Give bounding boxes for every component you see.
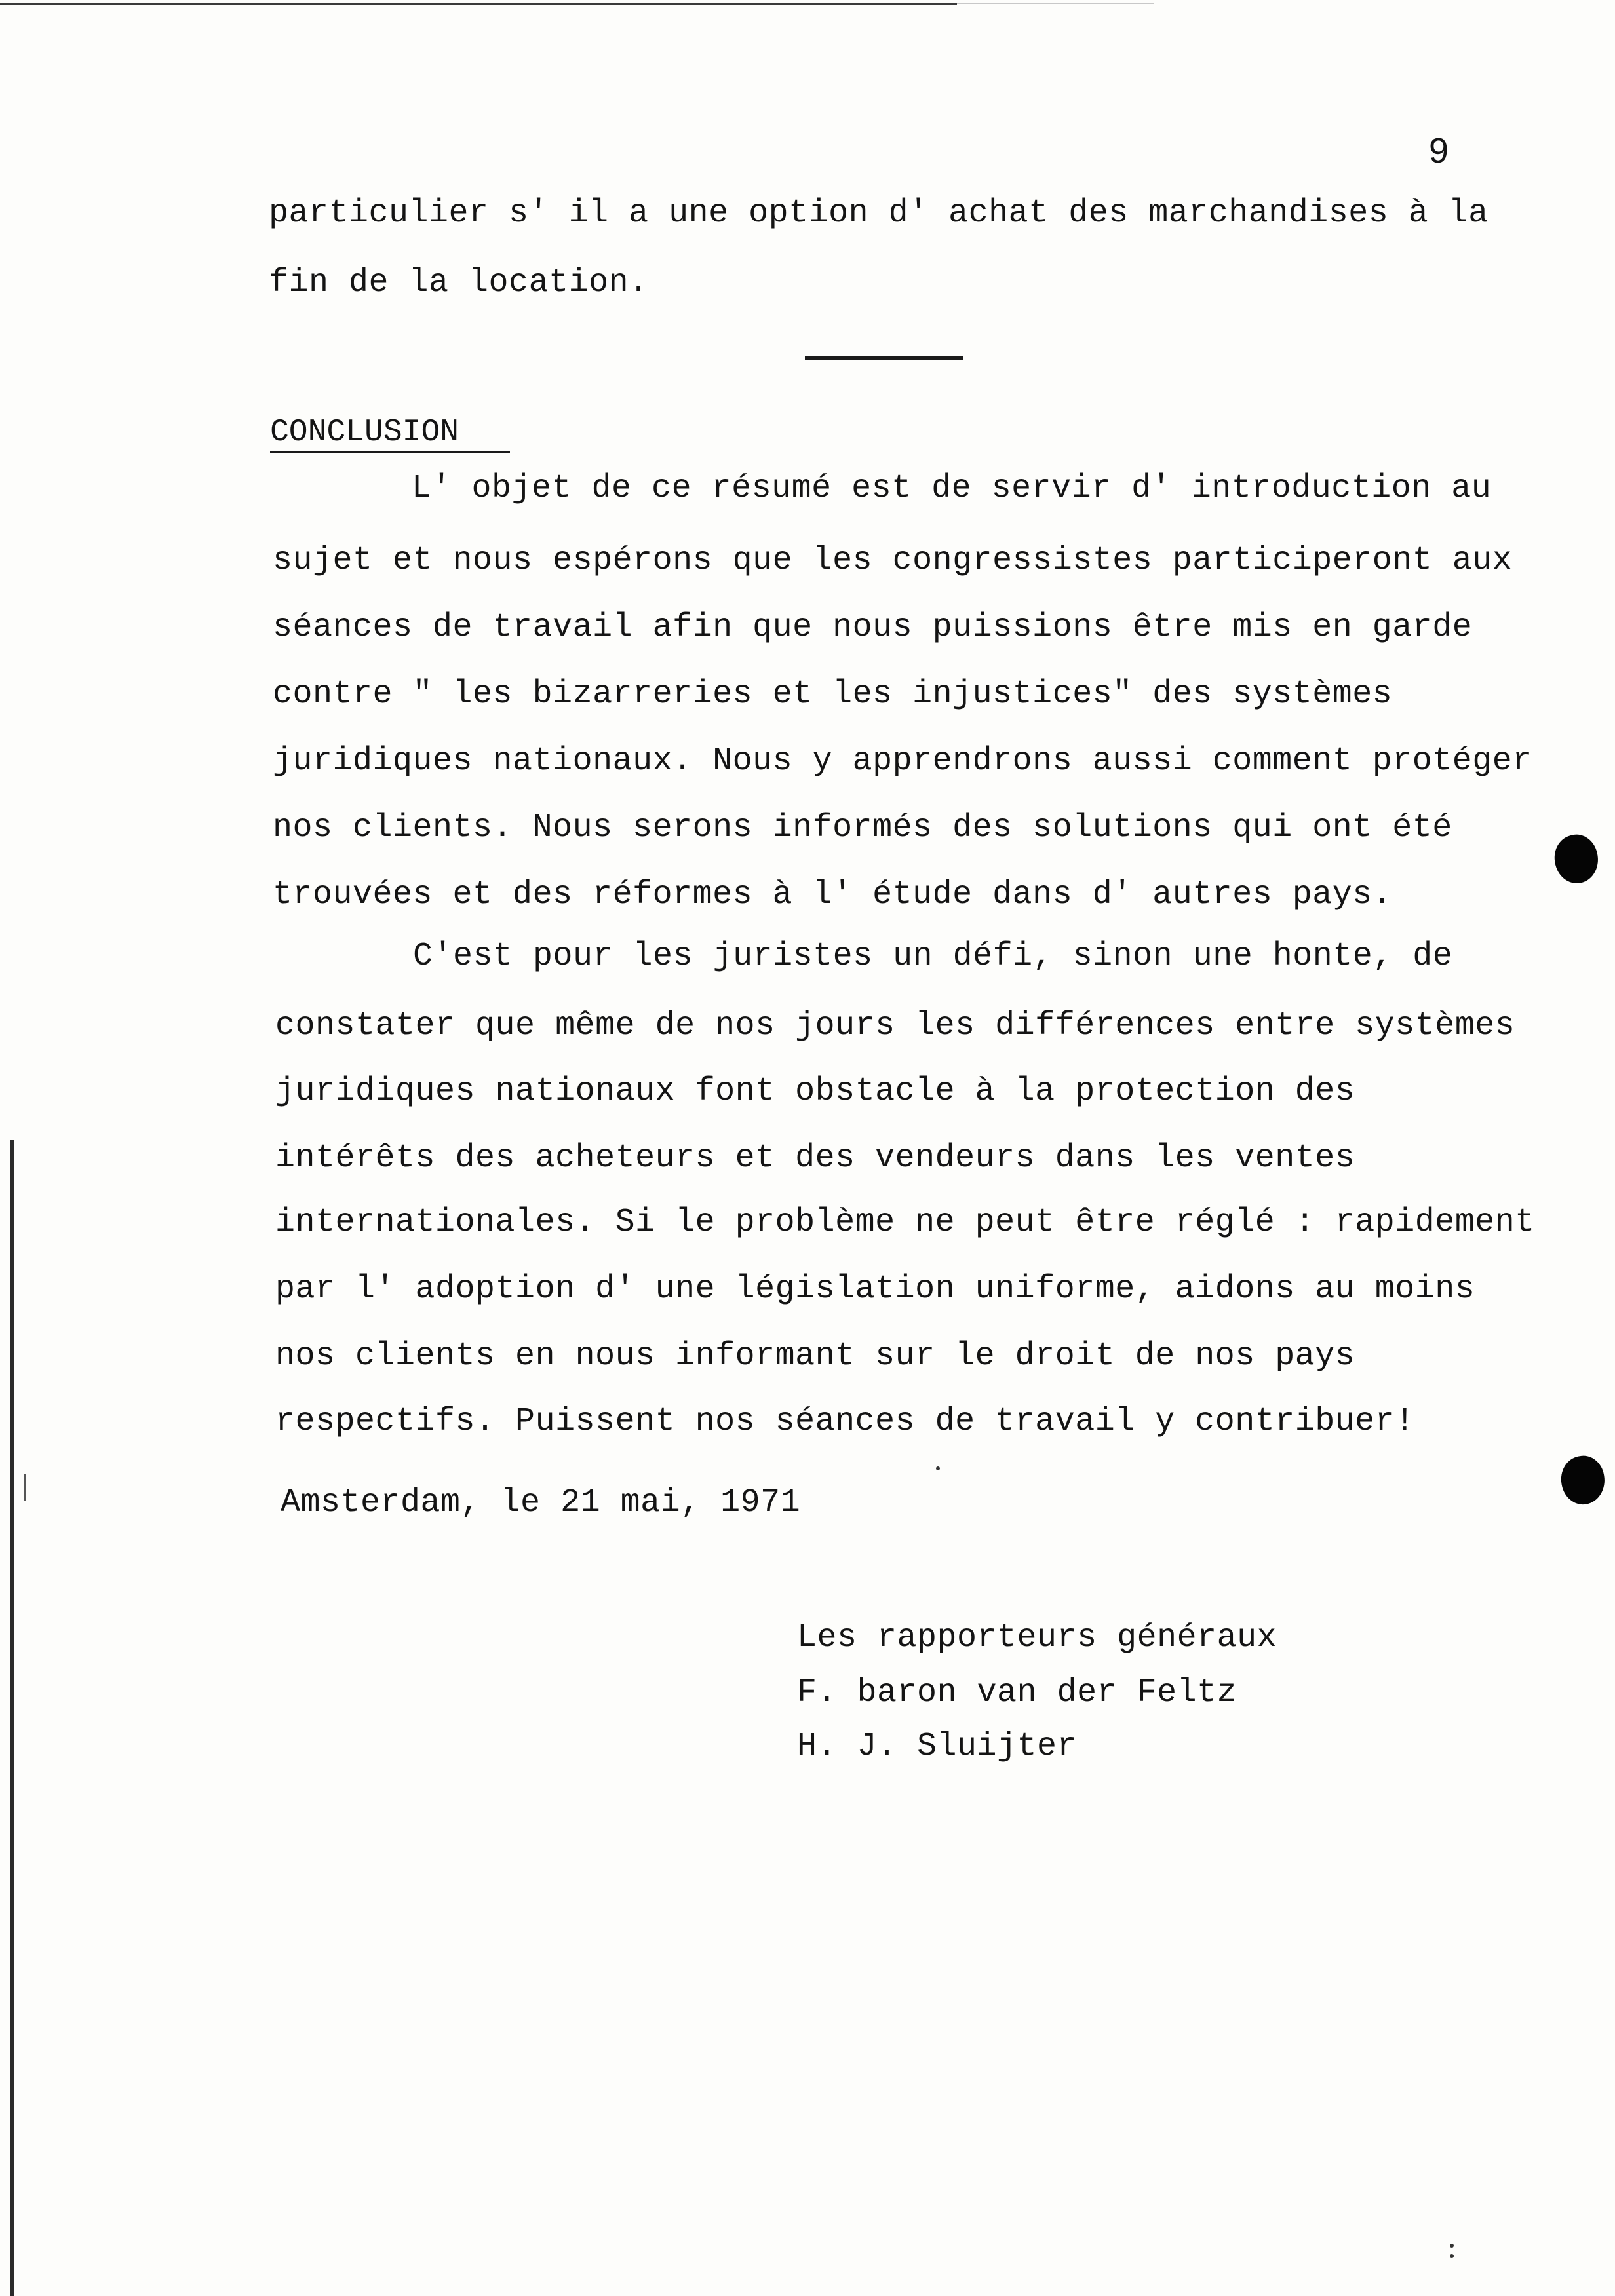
paragraph-2-line: respectifs. Puissent nos séances de travail y contribuer! xyxy=(275,1403,1415,1440)
top-scan-rule xyxy=(0,3,957,5)
punch-hole-mark xyxy=(1557,1453,1608,1508)
paragraph-1-line: sujet et nous espérons que les congressistes participeront aux xyxy=(273,542,1513,579)
scan-speck xyxy=(1450,2254,1454,2258)
heading-underline xyxy=(270,451,510,453)
paragraph-1-line: L' objet de ce résumé est de servir d' introduction au xyxy=(412,470,1492,507)
paragraph-2-line: internationales. Si le problème ne peut être réglé : rapidement xyxy=(275,1204,1535,1241)
scan-speck xyxy=(936,1466,940,1470)
signature-line: H. J. Sluijter xyxy=(797,1728,1078,1765)
paragraph-1-line: juridiques nationaux. Nous y apprendrons aussi comment protéger xyxy=(273,742,1532,780)
signature-line: F. baron van der Feltz xyxy=(797,1674,1237,1712)
section-heading: CONCLUSION xyxy=(270,415,459,450)
place-and-date: Amsterdam, le 21 mai, 1971 xyxy=(281,1484,801,1521)
page-number: 9 xyxy=(1429,131,1449,170)
left-scan-mark xyxy=(24,1474,26,1501)
punch-hole-mark xyxy=(1549,830,1603,888)
paragraph-1-line: contre " les bizarreries et les injustices" des systèmes xyxy=(273,676,1393,713)
intro-line: particulier s' il a une option d' achat des marchandises à la xyxy=(269,195,1489,232)
left-scan-edge xyxy=(10,1140,14,2296)
paragraph-2-line: intérêts des acheteurs et des vendeurs dans les ventes xyxy=(275,1139,1355,1177)
scan-speck xyxy=(1450,2244,1454,2248)
paragraph-2-line: juridiques nationaux font obstacle à la protection des xyxy=(275,1073,1355,1110)
paragraph-2-line: nos clients en nous informant sur le droit de nos pays xyxy=(275,1337,1355,1375)
paragraph-2-line: par l' adoption d' une législation uniforme, aidons au moins xyxy=(275,1271,1475,1308)
paragraph-1-line: séances de travail afin que nous puissions être mis en garde xyxy=(273,609,1473,646)
signature-line: Les rapporteurs généraux xyxy=(797,1619,1277,1656)
paragraph-2-line: C'est pour les juristes un défi, sinon une honte, de xyxy=(413,938,1453,975)
paragraph-1-line: nos clients. Nous serons informés des solutions qui ont été xyxy=(273,809,1452,847)
intro-line: fin de la location. xyxy=(269,264,649,301)
paragraph-1-line: trouvées et des réformes à l' étude dans d' autres pays. xyxy=(273,876,1393,913)
section-divider xyxy=(805,356,963,360)
top-scan-rule-faint xyxy=(957,3,1154,4)
paragraph-2-line: constater que même de nos jours les différences entre systèmes xyxy=(275,1007,1515,1044)
